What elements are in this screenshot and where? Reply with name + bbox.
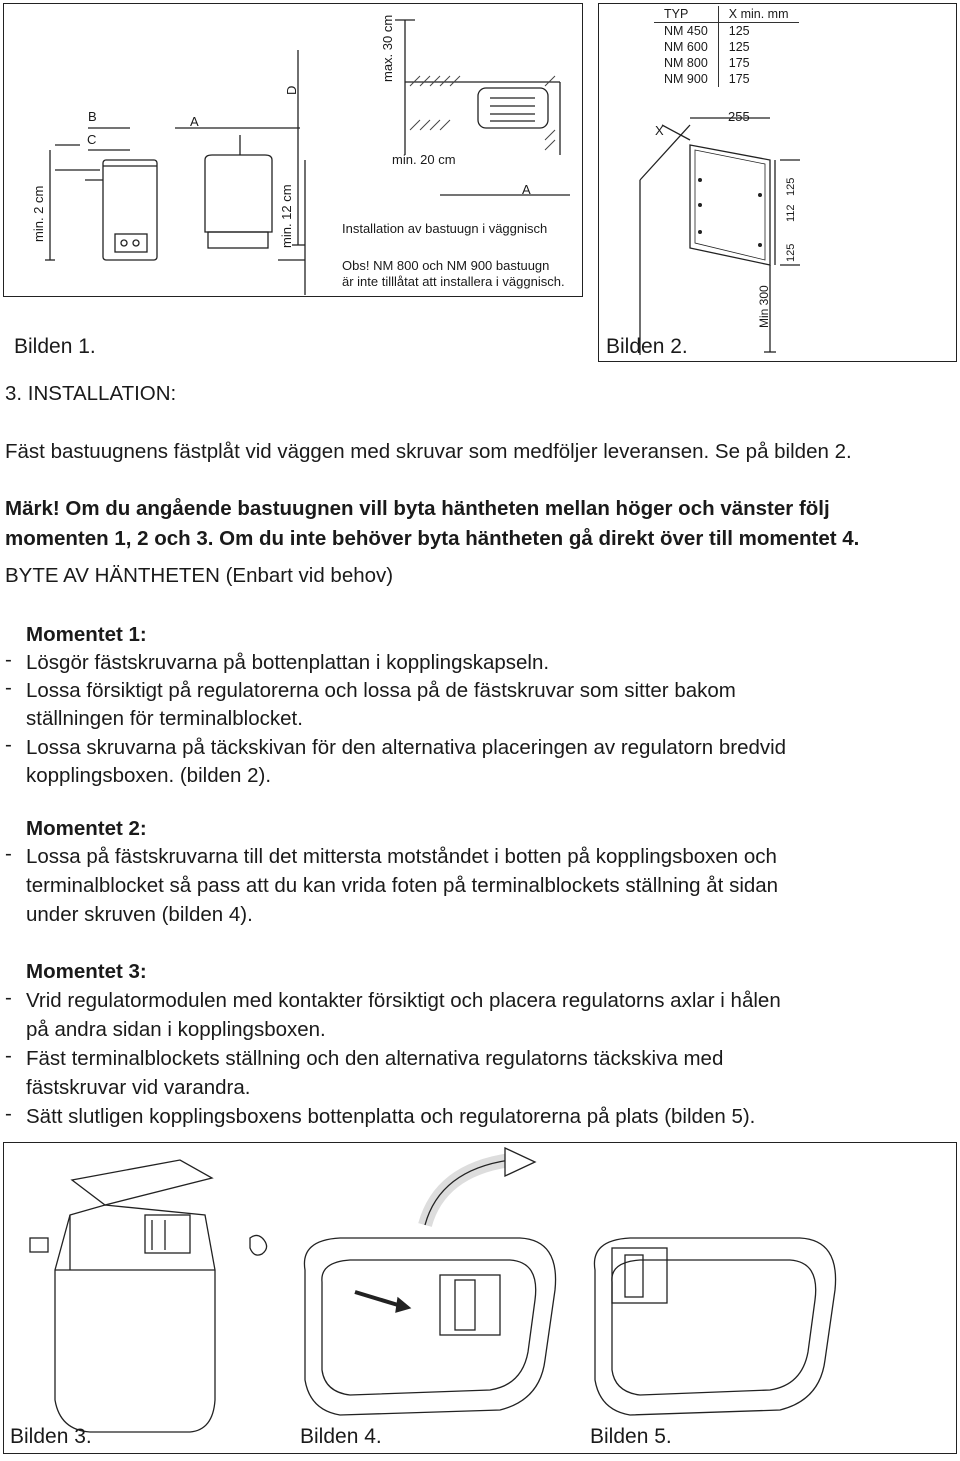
table-cell: NM 600 <box>654 39 718 55</box>
fig1-B-label: B <box>88 109 97 124</box>
table-row <box>654 71 799 87</box>
table-header-typ: TYP <box>654 6 718 23</box>
fig1-min12-label: min. 12 cm <box>279 184 294 248</box>
step-1-title: Momentet 1: <box>26 623 147 646</box>
fig1-max30-label: max. 30 cm <box>380 14 395 82</box>
fig2-min300-label: Min 300 <box>757 285 771 328</box>
step-3-item-2b: fästskruvar vid varandra. <box>26 1076 251 1099</box>
byte-heading: BYTE AV HÄNTHETEN (Enbart vid behov) <box>5 564 394 587</box>
table-row <box>654 55 799 71</box>
step-3-item-1b: på andra sidan i kopplingsboxen. <box>26 1018 326 1041</box>
table-row <box>654 39 799 55</box>
bullet-dash: - <box>5 842 12 865</box>
fig4-caption: Bilden 4. <box>300 1425 382 1448</box>
step-2-title: Momentet 2: <box>26 817 147 840</box>
bullet-dash: - <box>5 986 12 1009</box>
step-3-item-3: Sätt slutligen kopplingsboxens bottenplatta och regulatorerna på plats (bilden 5). <box>26 1105 756 1128</box>
bullet-dash: - <box>5 648 12 671</box>
fig1-caption: Bilden 1. <box>14 335 96 358</box>
table-cell: 125 <box>728 24 750 38</box>
fig2-X-label: X <box>655 123 664 138</box>
intro-paragraph: Fäst bastuugnens fästplåt vid väggen med skruvar som medföljer leveransen. Se på bilden 2. <box>5 440 852 463</box>
table-cell: NM 450 <box>654 23 718 40</box>
step-1-item-2b: ställningen för terminalblocket. <box>26 707 303 730</box>
fig1-note-line3: är inte tilllåtat att installera i väggnisch. <box>342 274 565 289</box>
bullet-dash: - <box>5 1044 12 1067</box>
step-2-item-1b: terminalblocket så pass att du kan vrida foten på terminalblockets ställning åt sidan <box>26 874 779 897</box>
figure-1-frame <box>3 3 583 297</box>
step-2-item-1c: under skruven (bilden 4). <box>26 903 253 926</box>
step-3-item-2a: Fäst terminalblockets ställning och den alternativa regulatorns täckskiva med <box>26 1047 724 1070</box>
table-cell: 175 <box>728 72 750 86</box>
step-1-item-3a: Lossa skruvarna på täckskivan för den alternativa placeringen av regulatorn bredvid <box>26 736 787 759</box>
step-1-item-3b: kopplingsboxen. (bilden 2). <box>26 764 272 787</box>
fig1-A2-label: A <box>522 182 531 197</box>
bullet-dash: - <box>5 1102 12 1125</box>
table-cell: 125 <box>728 40 750 54</box>
fig2-125b-label: 125 <box>785 243 797 262</box>
fig1-D-label: D <box>284 85 299 95</box>
step-1-item-2a: Lossa försiktigt på regulatorerna och lossa på de fästskruvar som sitter bakom <box>26 679 736 702</box>
fig2-255-label: 255 <box>728 109 750 124</box>
table-cell: NM 900 <box>654 71 718 87</box>
note-line-1: Märk! Om du angående bastuugnen vill byta häntheten mellan höger och vänster följ <box>5 497 830 520</box>
fig3-caption: Bilden 3. <box>10 1425 92 1448</box>
bullet-dash: - <box>5 676 12 699</box>
fig2-125a-label: 125 <box>785 177 797 196</box>
fig1-min20-label: min. 20 cm <box>392 152 456 167</box>
section-heading: 3. INSTALLATION: <box>5 382 177 405</box>
table-header-xmin: X min. mm <box>718 6 798 23</box>
fig1-C-label: C <box>87 132 97 147</box>
step-3-item-1a: Vrid regulatormodulen med kontakter försiktigt och placera regulatorns axlar i hålen <box>26 989 781 1012</box>
fig1-note-line1: Installation av bastuugn i väggnisch <box>342 221 548 236</box>
fig1-min2-label: min. 2 cm <box>31 185 46 242</box>
figure-3-5-frame <box>3 1142 957 1454</box>
step-2-item-1a: Lossa på fästskruvarna till det mittersta motståndet i botten på kopplingsboxen och <box>26 845 777 868</box>
table-cell: 175 <box>728 56 750 70</box>
step-1-item-1: Lösgör fästskruvarna på bottenplattan i kopplingskapseln. <box>26 651 550 674</box>
fig1-A-label: A <box>190 114 199 129</box>
table-row <box>654 23 799 40</box>
table-cell: NM 800 <box>654 55 718 71</box>
bullet-dash: - <box>5 733 12 756</box>
note-line-2: momenten 1, 2 och 3. Om du inte behöver byta häntheten gå direkt över till momentet 4. <box>5 527 860 550</box>
type-table <box>654 6 799 87</box>
step-3-title: Momentet 3: <box>26 960 147 983</box>
fig5-caption: Bilden 5. <box>590 1425 672 1448</box>
fig2-caption: Bilden 2. <box>606 335 688 358</box>
fig2-112-label: 112 <box>785 204 797 222</box>
fig1-note-line2: Obs! NM 800 och NM 900 bastuugn <box>342 258 550 273</box>
